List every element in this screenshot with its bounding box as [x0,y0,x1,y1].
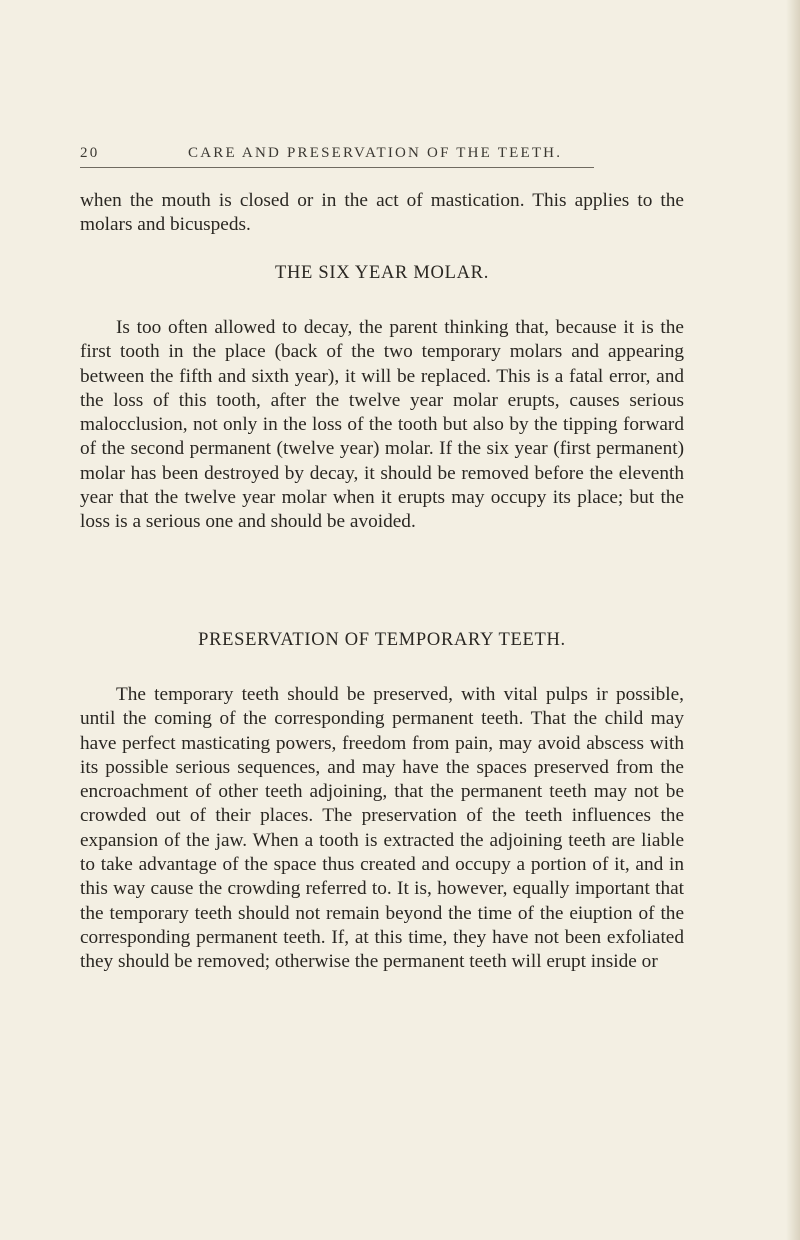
six-year-molar-text-block [80,316,684,535]
section-heading-temporary-teeth: PRESERVATION OF TEMPORARY TEETH. [198,630,566,650]
opening-paragraph: when the mouth is closed or in the act of mastication. This applies to the molars and bicuspeds. [80,190,684,236]
six-year-molar-paragraph: Is too often allowed to decay, the parent thinking that, because it is the first tooth in the place (back of the two temporary molars and appearing between the fifth and sixth year), it will be replaced. This is a fatal error, and the loss of this tooth, after the twelve year molar erupts, causes serious malocclusion, not only in the loss of the tooth but also by the tipping forward of the second permanent (twelve year) molar. If the six year (first permanent) molar has been destroyed by decay, it should be removed before the eleventh year that the twelve year molar when it erupts may occupy its place; but the loss is a serious one and should be avoided. [80,317,684,533]
opening-text-block [80,189,684,238]
section-heading-six-year-molar: THE SIX YEAR MOLAR. [274,263,490,283]
header-rule [80,167,594,168]
temporary-teeth-paragraph: The temporary teeth should be preserved, with vital pulps ir possible, until the coming of the corresponding permanent teeth. That the child may have perfect masticating powers, freedom from pain, may avoid abscess with its possible serious sequences, and may have the spaces preserved from the encroachment of other teeth adjoining, that the permanent teeth may not be crowded out of their places. The preservation of the teeth influences the expansion of the jaw. When a tooth is extracted the adjoining teeth are liable to take advantage of the space thus created and occupy a portion of it, and in this way cause the crowding referred to. It is, however, equally important that the temporary teeth should not remain beyond the time of the eiuption of the corresponding permanent teeth. If, at this time, they have not been exfoliated they should be removed; otherwise the permanent teeth will erupt inside or [80,684,684,973]
page-number: 20 [80,145,100,161]
running-header [80,145,600,162]
page-edge-shadow [786,0,800,1240]
temporary-teeth-text-block [80,683,684,975]
running-title: CARE AND PRESERVATION OF THE TEETH. [188,145,563,161]
